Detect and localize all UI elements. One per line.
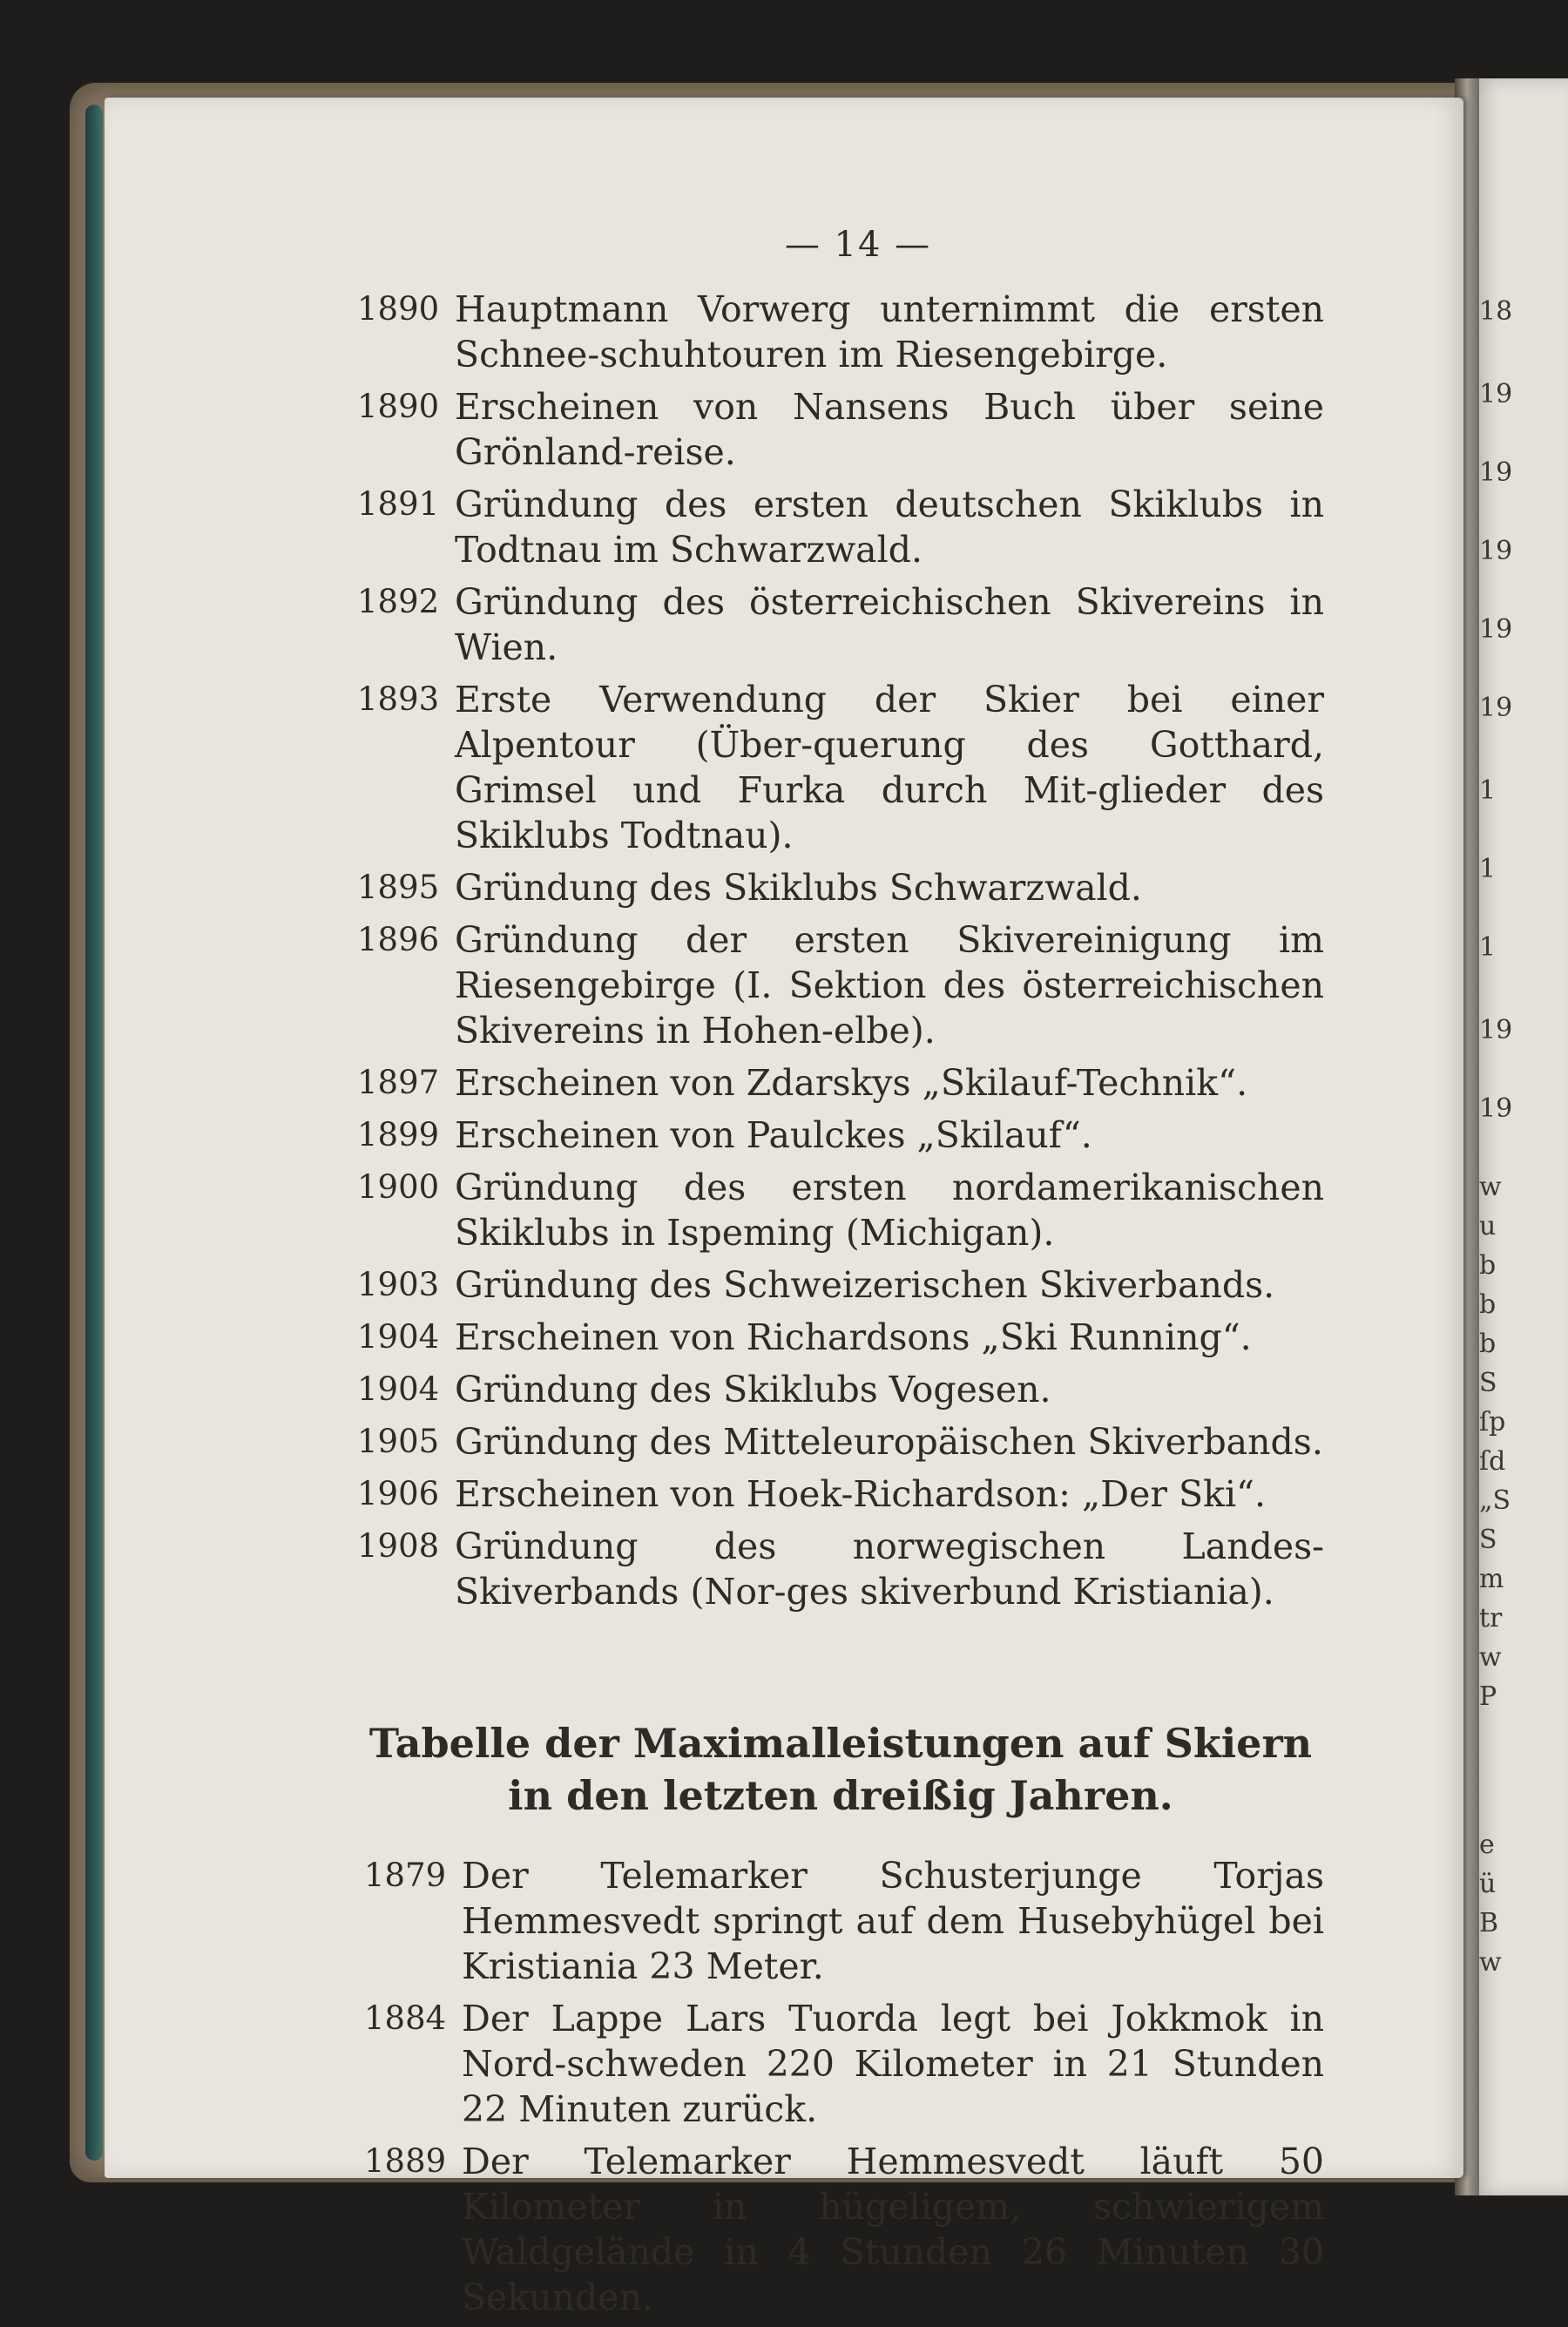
right-page-fragment: w <box>1479 1947 1502 1978</box>
right-page-fragment: e <box>1479 1830 1495 1860</box>
records-list <box>357 1853 1324 2320</box>
entry-text: Gründung des norwegischen Landes-Skiverbands (Nor-ges skiverbund Kristiania). <box>455 1525 1324 1613</box>
right-page-fragment: 19 <box>1479 536 1513 566</box>
entry-year: 1896 <box>357 921 440 958</box>
entry-text: Gründung der ersten Skivereinigung im Riesengebirge (I. Sektion des österreichischen Skivereins in Hohen-elbe). <box>455 919 1324 1052</box>
spine-edge <box>85 105 103 2161</box>
entry-text: Hauptmann Vorwerg unternimmt die ersten Schnee-schuhtouren im Riesengebirge. <box>455 288 1324 375</box>
right-page-fragment: b <box>1479 1289 1497 1320</box>
entry-text: Gründung des ersten nordamerikanischen Skiklubs in Ispeming (Michigan). <box>455 1167 1324 1254</box>
record-text: Der Lappe Lars Tuorda legt bei Jokkmok in Nord-schweden 220 Kilometer in 21 Stunden 22 Minuten zurück. <box>462 1998 1324 2130</box>
right-page-fragment: 19 <box>1479 457 1513 488</box>
list-item <box>357 917 1324 1053</box>
entry-text: Erscheinen von Paulckes „Skilauf“. <box>455 1114 1092 1156</box>
list-item <box>357 482 1324 572</box>
entry-text: Gründung des Skiklubs Vogesen. <box>455 1369 1051 1410</box>
entry-text: Erscheinen von Zdarskys „Skilauf-Technik“. <box>455 1062 1248 1104</box>
right-page-fragment: P <box>1479 1681 1497 1712</box>
entry-text: Gründung des ersten deutschen Skiklubs in Todtnau im Schwarzwald. <box>455 484 1324 571</box>
list-item <box>357 1419 1324 1465</box>
right-page-fragment: b <box>1479 1329 1497 1359</box>
entry-year: 1890 <box>357 388 440 425</box>
right-page-fragment: 1 <box>1479 932 1497 963</box>
right-page-fragment: 19 <box>1479 693 1513 723</box>
right-page-fragment: S <box>1479 1368 1497 1398</box>
right-page-fragment: 19 <box>1479 379 1513 409</box>
list-item <box>357 579 1324 670</box>
list-item <box>364 1996 1324 2132</box>
right-page-fragment: 19 <box>1479 614 1513 645</box>
list-item <box>357 677 1324 858</box>
entry-text: Gründung des österreichischen Skivereins in Wien. <box>455 581 1324 668</box>
entry-text: Erscheinen von Hoek-Richardson: „Der Ski“. <box>455 1473 1267 1515</box>
right-page-fragment: 19 <box>1479 1015 1513 1045</box>
list-item <box>357 1165 1324 1255</box>
right-page-fragment: ü <box>1479 1869 1497 1899</box>
chronology-list <box>357 287 1324 1614</box>
list-item <box>357 287 1324 377</box>
entry-text: Erscheinen von Richardsons „Ski Running“. <box>455 1316 1252 1358</box>
right-page-fragment: ſp <box>1479 1407 1506 1437</box>
record-year: 1884 <box>364 1999 447 2037</box>
section-heading: Tabelle der Maximalleistungen auf Skiern in den letzten dreißig Jahren. <box>368 1720 1313 1819</box>
list-item <box>357 1113 1324 1158</box>
list-item <box>357 1524 1324 1614</box>
right-page-fragment: w <box>1479 1642 1502 1673</box>
entry-text: Erscheinen von Nansens Buch über seine Grönland-reise. <box>455 386 1324 473</box>
right-page-fragment: 1 <box>1479 775 1497 806</box>
entry-year: 1891 <box>357 485 440 523</box>
list-item <box>357 1367 1324 1412</box>
entry-text: Gründung des Schweizerischen Skiverbands. <box>455 1264 1275 1306</box>
entry-text: Gründung des Mitteleuropäischen Skiverbands. <box>455 1421 1323 1463</box>
entry-year: 1903 <box>357 1266 440 1303</box>
entry-year: 1897 <box>357 1064 440 1101</box>
record-year: 1889 <box>364 2142 447 2180</box>
right-page-fragment: w <box>1479 1172 1502 1202</box>
page-content <box>357 222 1324 2327</box>
entry-year: 1892 <box>357 583 440 620</box>
list-item <box>357 384 1324 475</box>
page-number: — 14 — <box>784 225 932 265</box>
entry-year: 1905 <box>357 1423 440 1460</box>
right-page-fragment: B <box>1479 1908 1499 1938</box>
record-text: Der Telemarker Schusterjunge Torjas Hemmesvedt springt auf dem Husebyhügel bei Kristiania 23 Meter. <box>462 1855 1324 1987</box>
right-page-fragment: ſd <box>1479 1446 1506 1477</box>
entry-year: 1904 <box>357 1318 440 1356</box>
list-item <box>357 865 1324 910</box>
entry-year: 1895 <box>357 869 440 906</box>
right-page-fragment: u <box>1479 1211 1497 1241</box>
right-page-fragment: b <box>1479 1250 1497 1281</box>
record-year: 1879 <box>364 1857 447 1894</box>
entry-year: 1908 <box>357 1527 440 1565</box>
record-text: Der Telemarker Hemmesvedt läuft 50 Kilometer in hügeligem, schwierigem Waldgelände in 4 Stunden 26 Minuten 30 Sekunden. <box>462 2141 1324 2318</box>
entry-year: 1900 <box>357 1168 440 1206</box>
right-page-fragment: 18 <box>1479 296 1513 327</box>
right-page-fragment: „S <box>1479 1485 1511 1516</box>
right-page-fragment: tr <box>1479 1603 1503 1634</box>
right-page-fragment: S <box>1479 1525 1497 1555</box>
entry-text: Erste Verwendung der Skier bei einer Alpentour (Über-querung des Gotthard, Grimsel und Furka durch Mit-glieder des Skiklubs Todtnau). <box>455 679 1324 856</box>
entry-year: 1904 <box>357 1370 440 1408</box>
right-page <box>1472 78 1568 2195</box>
list-item <box>357 1262 1324 1308</box>
entry-year: 1899 <box>357 1116 440 1153</box>
list-item <box>364 2139 1324 2320</box>
entry-year: 1893 <box>357 680 440 718</box>
right-page-fragment: m <box>1479 1564 1504 1594</box>
entry-year: 1890 <box>357 290 440 328</box>
list-item <box>357 1060 1324 1106</box>
entry-text: Gründung des Skiklubs Schwarzwald. <box>455 867 1142 909</box>
list-item <box>357 1315 1324 1360</box>
right-page-fragment: 1 <box>1479 854 1497 884</box>
entry-year: 1906 <box>357 1475 440 1512</box>
list-item <box>357 1471 1324 1517</box>
right-page-fragment: 19 <box>1479 1093 1513 1124</box>
list-item <box>364 1853 1324 1989</box>
